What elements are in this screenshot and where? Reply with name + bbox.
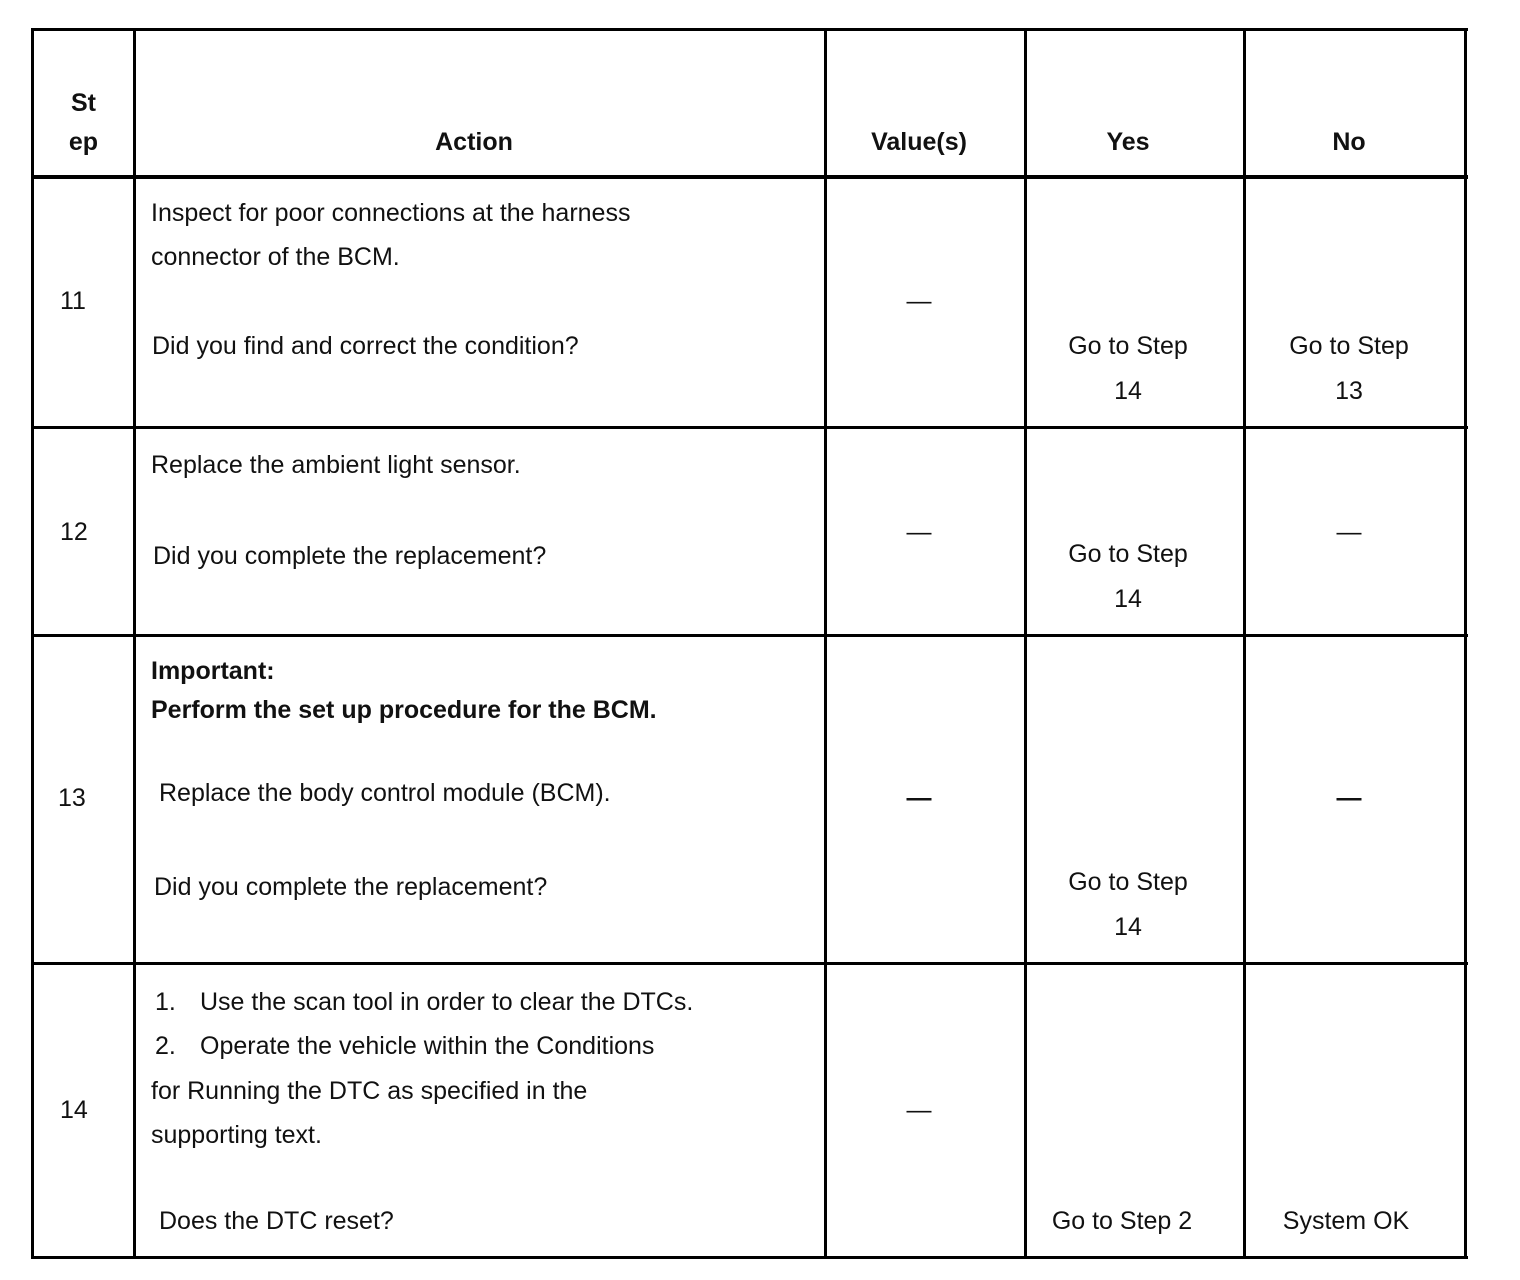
list-item-text: Operate the vehicle within the Conditions bbox=[200, 1032, 655, 1060]
column-divider bbox=[133, 28, 136, 1259]
yes-cell: 14 bbox=[1114, 585, 1142, 613]
no-cell: 13 bbox=[1335, 377, 1363, 405]
important-text: Perform the set up procedure for the BCM. bbox=[151, 696, 657, 724]
no-cell: — bbox=[1336, 784, 1362, 812]
table-border-bottom bbox=[31, 1256, 1468, 1259]
no-cell: Go to Step bbox=[1289, 332, 1409, 360]
action-text: Replace the ambient light sensor. bbox=[151, 451, 521, 479]
header-yes: Yes bbox=[1106, 128, 1150, 156]
no-cell: — bbox=[1336, 518, 1362, 546]
action-text: connector of the BCM. bbox=[151, 243, 400, 271]
column-divider bbox=[31, 28, 34, 1259]
table-border-top bbox=[31, 28, 1468, 31]
action-question: Does the DTC reset? bbox=[159, 1207, 394, 1235]
no-cell: System OK bbox=[1282, 1207, 1410, 1235]
row-step-number: 14 bbox=[60, 1096, 88, 1124]
row-divider bbox=[31, 962, 1468, 965]
list-item-number: 1. bbox=[155, 988, 176, 1016]
yes-cell: Go to Step bbox=[1068, 868, 1188, 896]
value-cell: — bbox=[906, 784, 932, 812]
value-cell: — bbox=[906, 287, 932, 315]
important-label: Important: bbox=[151, 657, 275, 685]
header-step-line1: St bbox=[71, 89, 96, 117]
yes-cell: Go to Step 2 bbox=[1051, 1207, 1193, 1235]
row-step-number: 12 bbox=[60, 518, 88, 546]
action-question: Did you find and correct the condition? bbox=[152, 332, 579, 360]
header-no: No bbox=[1332, 128, 1366, 156]
yes-cell: Go to Step bbox=[1068, 332, 1188, 360]
column-divider bbox=[824, 28, 827, 1259]
header-action: Action bbox=[435, 128, 513, 156]
header-values: Value(s) bbox=[871, 128, 967, 156]
list-item-number: 2. bbox=[155, 1032, 176, 1060]
row-divider bbox=[31, 634, 1468, 637]
row-step-number: 13 bbox=[58, 784, 86, 812]
row-divider bbox=[31, 426, 1468, 429]
row-step-number: 11 bbox=[60, 287, 86, 315]
yes-cell: Go to Step bbox=[1068, 540, 1188, 568]
column-divider bbox=[1024, 28, 1027, 1259]
action-text: supporting text. bbox=[151, 1121, 322, 1149]
yes-cell: 14 bbox=[1114, 377, 1142, 405]
column-divider bbox=[1243, 28, 1246, 1259]
header-divider bbox=[31, 175, 1468, 179]
action-question: Did you complete the replacement? bbox=[153, 542, 547, 570]
action-question: Did you complete the replacement? bbox=[154, 873, 548, 901]
value-cell: — bbox=[906, 518, 932, 546]
table-border-right bbox=[1464, 28, 1467, 1259]
yes-cell: 14 bbox=[1114, 913, 1142, 941]
list-item-text: Use the scan tool in order to clear the DTCs. bbox=[200, 988, 694, 1016]
value-cell: — bbox=[906, 1096, 932, 1124]
header-step-line2: ep bbox=[68, 128, 99, 156]
action-text: Replace the body control module (BCM). bbox=[159, 779, 611, 807]
action-text: for Running the DTC as specified in the bbox=[151, 1077, 588, 1105]
action-text: Inspect for poor connections at the harness bbox=[151, 199, 631, 227]
